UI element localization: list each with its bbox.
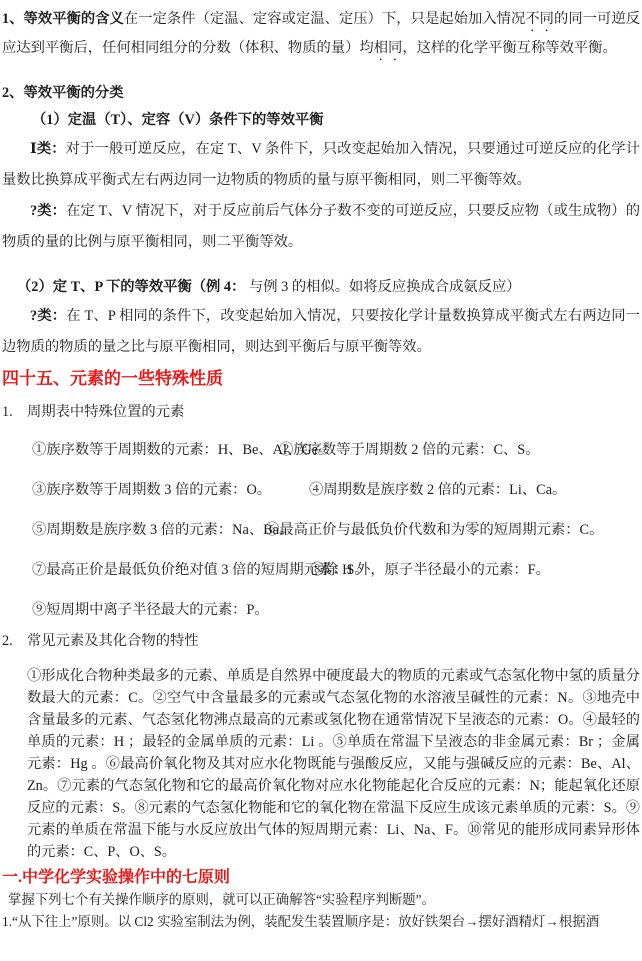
paragraph-equivalent-equilibrium-definition (2, 6, 640, 64)
class-1-lead: Ⅰ类： (30, 141, 66, 157)
heading-constant-t-p (2, 274, 640, 301)
fact-3: ③族序数等于周期数 3 倍的元素：O。 (32, 482, 272, 498)
fact-9: ⑨短周期中离子半径最大的元素：P。 (32, 602, 269, 618)
paragraph-principle-1-bottom-up: 1.“从下往上”原则。以 Cl2 实验室制法为例，装配发生装置顺序是：放好铁架台→摆好酒精灯→根据酒 (2, 914, 599, 929)
paragraph-seven-principles-intro: 掌握下列七个有关操作顺序的原则，就可以正确解答“实验程序判断题”。 (8, 892, 435, 907)
element-facts-row-2 (32, 477, 640, 517)
paragraph-class-1 (2, 134, 640, 196)
fact-4: ④周期数是族序数 2 倍的元素：Li、Ca。 (309, 482, 567, 498)
definition-text-c: ，这样的化学平衡互称等效平衡。 (402, 40, 617, 56)
class-3-lead: ?类： (30, 308, 67, 324)
element-facts-row-4 (32, 557, 640, 597)
definition-text-b: 的同一可逆反应达到平衡后，任何相同组分的分数（体积、物质的量）均 (2, 11, 641, 56)
fact-5: ⑤周期数是族序数 3 倍的元素：Na、Ba。 (32, 522, 294, 538)
subheading-special-position-elements: 1. 周期表中特殊位置的元素 (2, 404, 185, 420)
fact-8: ⑧除 H 外，原子半径最小的元素：F。 (310, 562, 550, 578)
constant-t-p-bold: （2）定 T、P 下的等效平衡（例 4： (17, 279, 246, 295)
emphasis-xiangtong: 相同 (373, 40, 403, 56)
section-title-seven-principles: 一.中学化学实验操作中的七原则 (2, 869, 231, 886)
definition-text-a: 在一定条件（定温、定容或定温、定压）下，只是起始加入情况 (123, 11, 526, 27)
class-2-body: 在定 T、V 情况下，对于反应前后气体分子数不变的可逆反应，只要反应物（或生成物）的物质的量的比例与原平衡相同，则二平衡等效。 (2, 203, 640, 250)
paragraph-class-3 (2, 301, 640, 363)
fact-1: ①族序数等于周期数的元素：H、Be、Al、Ge。 (32, 442, 333, 458)
section-title-element-special-properties: 四十五、元素的一些特殊性质 (2, 369, 223, 388)
emphasis-budong: 不同 (525, 11, 555, 27)
element-facts-list (2, 437, 640, 624)
constant-t-p-rest: 与例 3 的相似。如将反应换成合成氨反应） (245, 279, 521, 295)
paragraph-class-2 (2, 196, 640, 258)
element-facts-row-1 (32, 437, 640, 477)
definition-lead-bold: 1、等效平衡的含义 (2, 11, 124, 27)
subheading-common-elements-compounds: 2. 常见元素及其化合物的特性 (2, 633, 199, 649)
fact-6: ⑥最高正价与最低负价代数和为零的短周期元素：C。 (265, 522, 604, 538)
fact-2: ②族序数等于周期数 2 倍的元素：C、S。 (279, 442, 540, 458)
class-3-body: 在 T、P 相同的条件下，改变起始加入情况，只要按化学计量数换算成平衡式左右两边同一边物质的物质的量之比与原平衡相同，则达到平衡后与原平衡等效。 (2, 308, 640, 355)
class-2-lead: ?类： (30, 203, 67, 219)
class-1-body: 对于一般可逆反应，在定 T、V 条件下，只改变起始加入情况，只要通过可逆反应的化学计量数比换算成平衡式左右两边同一边物质的物质的量与原平衡相同，则二平衡等效。 (2, 141, 640, 188)
heading-equilibrium-classification: 2、等效平衡的分类 (2, 85, 124, 101)
heading-constant-t-v: （1）定温（T）、定容（V）条件下的等效平衡 (32, 112, 324, 128)
element-facts-row-3 (32, 517, 640, 557)
fact-7: ⑦最高正价是最低负价绝对值 3 倍的短周期元素：S。 (32, 562, 369, 578)
paragraph-common-element-characteristics: ①形成化合物种类最多的元素、单质是自然界中硬度最大的物质的元素或气态氢化物中氢的质量分数最大的元素：C。②空气中含量最多的元素或气态氢化物的水溶液呈碱性的元素：N。③地壳中含量最多的元素、气态氢化物沸点最高的元素或氢化物在通常情况下呈液态的元素：O。④最轻的单质的元素：H ；最轻的金属单质的元素：Li 。⑤单质在常温下呈液态的非金属元素：Br ；金属元素：Hg 。⑥最高价氧化物及其对应水化物既能与强酸反应，又能与强碱反应的元素：Be、Al、Zn。⑦元素的气态氢化物和它的最高价氧化物对应水化物能起化合反应的元素：N；能起氧化还原反应的元素：S。⑧元素的气态氢化物能和它的氧化物在常温下反应生成该元素单质的元素：S。⑨元素的单质在常温下能与水反应放出气体的短周期元素：Li、Na、F。⑩常见的能形成同素异形体的元素：C、P、O、S。 (27, 668, 640, 860)
element-facts-row-5 (32, 597, 640, 624)
